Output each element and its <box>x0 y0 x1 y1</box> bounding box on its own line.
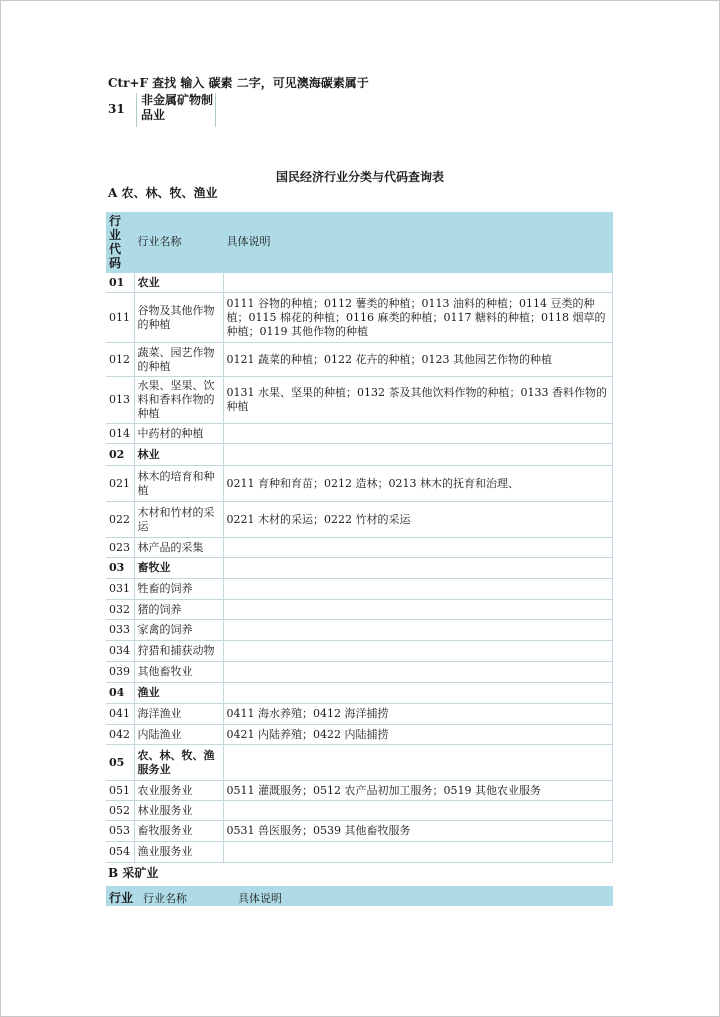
table-row <box>106 502 613 538</box>
industry-code: 054 <box>106 842 134 863</box>
table-row <box>106 745 613 781</box>
industry-name: 中药材的种植 <box>134 424 223 444</box>
industry-description <box>223 842 613 863</box>
column-header-desc: 具体说明 <box>223 212 613 273</box>
industry-name: 林木的培育和种植 <box>134 466 223 502</box>
industry-description <box>223 273 613 293</box>
industry-code: 032 <box>106 600 134 620</box>
industry-code: 031 <box>106 579 134 600</box>
industry-name: 农、林、牧、渔服务业 <box>134 745 223 781</box>
industry-code: 053 <box>106 821 134 842</box>
industry-description: 0411 海水养殖；0412 海洋捕捞 <box>223 704 613 725</box>
table-row <box>106 704 613 725</box>
industry-code: 011 <box>106 293 134 343</box>
industry-code: 022 <box>106 502 134 538</box>
industry-name: 林业服务业 <box>134 801 223 821</box>
industry-code: 041 <box>106 704 134 725</box>
industry-name: 蔬菜、园艺作物的种植 <box>134 343 223 377</box>
industry-code: 034 <box>106 641 134 662</box>
industry-name: 林产品的采集 <box>134 538 223 558</box>
column-header-code: 行业代码 <box>106 212 134 273</box>
column-header-code: 行业 <box>106 886 140 906</box>
industry-description: 0221 木材的采运；0222 竹材的采运 <box>223 502 613 538</box>
industry-name: 牲畜的饲养 <box>134 579 223 600</box>
table-row <box>106 781 613 801</box>
industry-description: 0421 内陆养殖；0422 内陆捕捞 <box>223 725 613 745</box>
industry-code: 012 <box>106 343 134 377</box>
table-header-row <box>106 886 613 906</box>
industry-code: 052 <box>106 801 134 821</box>
table-row <box>106 683 613 704</box>
industry-description <box>223 745 613 781</box>
industry-name: 水果、坚果、饮料和香料作物的种植 <box>134 377 223 424</box>
industry-description <box>223 424 613 444</box>
industry-name: 渔业 <box>134 683 223 704</box>
industry-name: 畜牧服务业 <box>134 821 223 842</box>
industry-table-a <box>106 212 613 863</box>
table-row <box>106 600 613 620</box>
industry-code: 033 <box>106 620 134 641</box>
industry-name: 谷物及其他作物的种植 <box>134 293 223 343</box>
table-row <box>106 579 613 600</box>
industry-description <box>223 683 613 704</box>
document-title: 国民经济行业分类与代码查询表 <box>275 170 444 184</box>
industry-name: 农业 <box>134 273 223 293</box>
industry-description: 0131 水果、坚果的种植；0132 茶及其他饮料作物的种植；0133 香料作物的种植 <box>223 377 613 424</box>
table-row <box>106 343 613 377</box>
table-row <box>106 821 613 842</box>
industry-description <box>223 620 613 641</box>
table-header-row <box>106 212 613 273</box>
industry-code: 013 <box>106 377 134 424</box>
industry-table-b <box>106 886 613 906</box>
industry-code: 042 <box>106 725 134 745</box>
industry-description <box>223 558 613 579</box>
industry-description: 0211 育种和育苗；0212 造林；0213 林木的抚育和治理、 <box>223 466 613 502</box>
industry-code: 02 <box>106 444 134 466</box>
industry-description <box>223 538 613 558</box>
column-header-name: 行业名称 <box>134 212 223 273</box>
industry-name: 木材和竹材的采运 <box>134 502 223 538</box>
industry-name: 其他畜牧业 <box>134 662 223 683</box>
industry-description <box>223 579 613 600</box>
industry-name: 渔业服务业 <box>134 842 223 863</box>
column-header-name: 行业名称 <box>140 886 235 906</box>
table-row <box>106 444 613 466</box>
top-industry-code: 31 <box>108 102 125 116</box>
table-row <box>106 641 613 662</box>
table-row <box>106 558 613 579</box>
industry-description <box>223 444 613 466</box>
industry-name: 家禽的饲养 <box>134 620 223 641</box>
table-row <box>106 466 613 502</box>
industry-name: 海洋渔业 <box>134 704 223 725</box>
search-hint: Ctr+F 查找 输入 碳素 二字，可见澳海碳素属于 <box>108 76 369 90</box>
table-row <box>106 801 613 821</box>
industry-name: 猪的饲养 <box>134 600 223 620</box>
industry-code: 01 <box>106 273 134 293</box>
table-row <box>106 620 613 641</box>
industry-code: 04 <box>106 683 134 704</box>
section-a-heading: A 农、林、牧、渔业 <box>108 186 218 200</box>
table-row <box>106 424 613 444</box>
industry-code: 021 <box>106 466 134 502</box>
industry-description <box>223 662 613 683</box>
industry-code: 051 <box>106 781 134 801</box>
divider <box>215 93 216 127</box>
industry-description: 0121 蔬菜的种植；0122 花卉的种植；0123 其他园艺作物的种植 <box>223 343 613 377</box>
table-row <box>106 662 613 683</box>
industry-name: 畜牧业 <box>134 558 223 579</box>
industry-description <box>223 801 613 821</box>
industry-code: 039 <box>106 662 134 683</box>
industry-name: 内陆渔业 <box>134 725 223 745</box>
table-row <box>106 273 613 293</box>
table-row <box>106 842 613 863</box>
section-b-heading: B 采矿业 <box>108 866 159 880</box>
industry-description: 0111 谷物的种植；0112 薯类的种植；0113 油料的种植；0114 豆类的种植；0115 棉花的种植；0116 麻类的种植；0117 糖料的种植；0118 烟草的种植；0119 其他作物的种植 <box>223 293 613 343</box>
industry-description: 0511 灌溉服务；0512 农产品初加工服务；0519 其他农业服务 <box>223 781 613 801</box>
industry-code: 014 <box>106 424 134 444</box>
industry-description <box>223 641 613 662</box>
table-row <box>106 725 613 745</box>
top-industry-name: 非金属矿物制品业 <box>141 93 214 122</box>
industry-description <box>223 600 613 620</box>
industry-name: 农业服务业 <box>134 781 223 801</box>
industry-name: 林业 <box>134 444 223 466</box>
industry-description: 0531 兽医服务；0539 其他畜牧服务 <box>223 821 613 842</box>
industry-code: 03 <box>106 558 134 579</box>
divider <box>136 93 137 127</box>
table-row <box>106 377 613 424</box>
industry-code: 023 <box>106 538 134 558</box>
table-row <box>106 293 613 343</box>
column-header-desc: 具体说明 <box>235 886 613 906</box>
industry-code: 05 <box>106 745 134 781</box>
table-row <box>106 538 613 558</box>
industry-name: 狩猎和捕获动物 <box>134 641 223 662</box>
